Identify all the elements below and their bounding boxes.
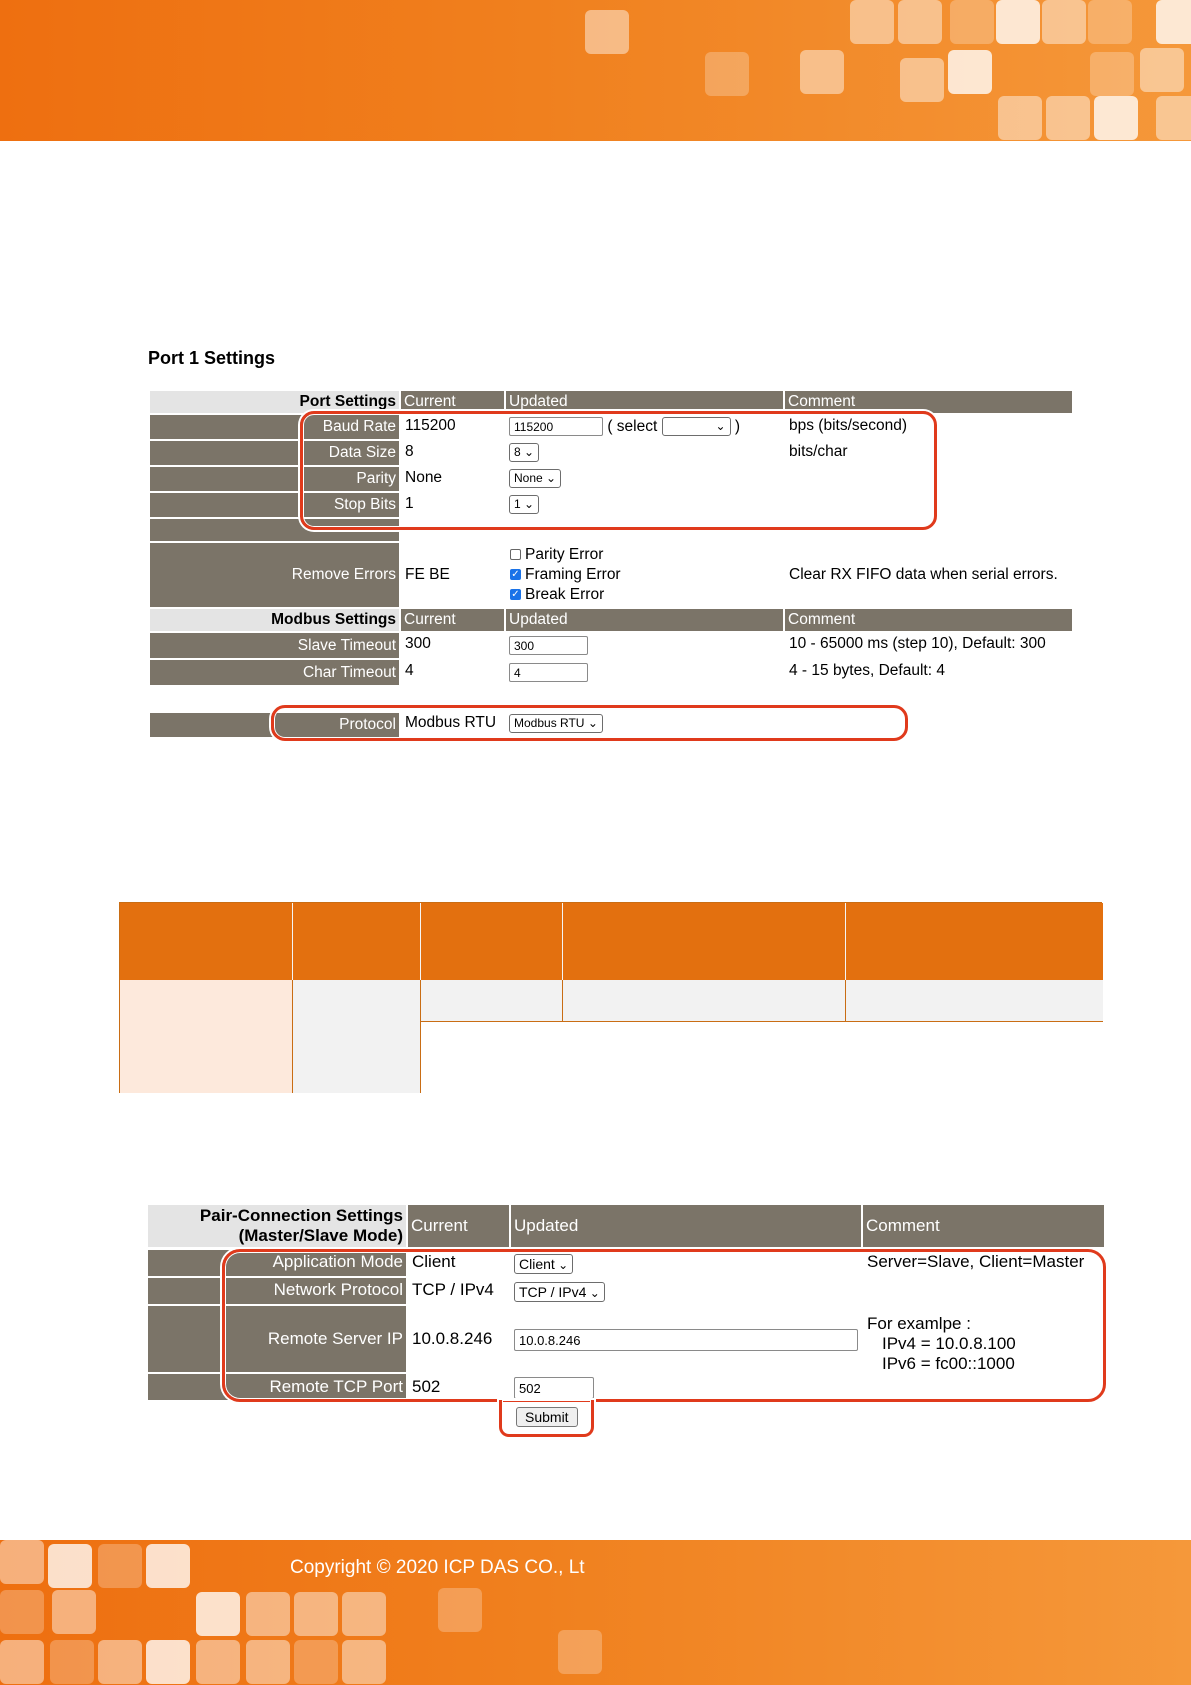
framing-error-label: Framing Error xyxy=(525,566,621,583)
spec-body-cell-4 xyxy=(563,980,846,1022)
port-settings-table xyxy=(150,391,1072,739)
spec-body-cell-1 xyxy=(120,980,293,1093)
char-timeout-input[interactable]: 4 xyxy=(509,663,588,682)
stop-bits-updated xyxy=(506,493,783,517)
data-size-updated xyxy=(506,441,783,465)
pair-connection-title xyxy=(148,1205,406,1247)
modbus-col-updated: Updated xyxy=(506,609,783,631)
submit-row xyxy=(516,1407,578,1429)
ip-example-title: For examlpe : xyxy=(867,1314,971,1333)
footer-banner xyxy=(0,1540,1191,1685)
slave-timeout-updated xyxy=(506,633,783,658)
remove-errors-options xyxy=(506,543,783,607)
baud-rate-label: Baud Rate xyxy=(150,415,399,439)
char-timeout-label: Char Timeout xyxy=(150,660,399,685)
parity-label: Parity xyxy=(150,467,399,491)
protocol-current: Modbus RTU xyxy=(405,714,497,731)
network-protocol-label: Network Protocol xyxy=(148,1278,406,1304)
network-protocol-select[interactable]: TCP / IPv4 ⌄ xyxy=(514,1282,605,1302)
char-timeout-updated xyxy=(506,660,783,685)
modbus-col-current: Current xyxy=(401,609,504,631)
spec-header-cell-3 xyxy=(421,903,563,980)
baud-rate-select-prefix: ( select xyxy=(607,418,658,435)
spec-body-cell-5 xyxy=(846,980,1103,1022)
remote-tcp-port-updated xyxy=(511,1374,861,1400)
slave-timeout-current: 300 xyxy=(405,635,431,652)
remote-tcp-port-current: 502 xyxy=(412,1377,441,1396)
protocol-select[interactable]: Modbus RTU ⌄ xyxy=(509,714,603,733)
baud-rate-comment: bps (bits/second) xyxy=(789,417,908,434)
stop-bits-current: 1 xyxy=(405,495,414,512)
remote-server-ip-updated xyxy=(511,1306,861,1372)
remote-server-ip-label: Remote Server IP xyxy=(148,1306,406,1372)
copyright-text: Copyright © 2020 ICP DAS CO., Lt xyxy=(290,1557,585,1578)
remote-server-ip-current: 10.0.8.246 xyxy=(412,1329,493,1348)
remove-errors-label: Remove Errors xyxy=(150,543,399,607)
parity-select[interactable]: None ⌄ xyxy=(509,469,561,488)
stop-bits-select[interactable]: 1 ⌄ xyxy=(509,495,539,514)
parity-current: None xyxy=(405,469,443,486)
data-size-label: Data Size xyxy=(150,441,399,465)
spec-body-cell-2 xyxy=(293,980,421,1093)
data-size-select[interactable]: 8 ⌄ xyxy=(509,443,539,462)
spec-body-cell-wide xyxy=(421,1022,1103,1093)
slave-timeout-input[interactable]: 300 xyxy=(509,636,588,655)
framing-error-checkbox[interactable] xyxy=(510,569,521,580)
spec-header-cell-5 xyxy=(846,903,1103,980)
pair-col-current: Current xyxy=(408,1205,509,1247)
modbus-settings-title: Modbus Settings xyxy=(150,609,399,631)
port-settings-title: Port Settings xyxy=(150,391,399,413)
baud-rate-updated xyxy=(506,415,783,439)
remote-server-ip-input[interactable]: 10.0.8.246 xyxy=(514,1329,858,1351)
application-mode-updated xyxy=(511,1250,861,1276)
remote-tcp-port-input[interactable]: 502 xyxy=(514,1377,594,1399)
slave-timeout-label: Slave Timeout xyxy=(150,633,399,658)
spec-table xyxy=(119,902,1102,1093)
submit-button[interactable]: Submit xyxy=(516,1407,578,1427)
header-banner xyxy=(0,0,1191,141)
hidden-row-label xyxy=(150,519,399,541)
col-updated: Updated xyxy=(506,391,783,413)
pair-connection-title-line2: (Master/Slave Mode) xyxy=(238,1226,403,1245)
application-mode-current: Client xyxy=(412,1252,456,1271)
break-error-label: Break Error xyxy=(525,586,605,603)
break-error-checkbox[interactable] xyxy=(510,589,521,600)
slave-timeout-comment: 10 - 65000 ms (step 10), Default: 300 xyxy=(789,635,1046,652)
baud-rate-select-suffix: ) xyxy=(734,418,741,435)
spec-header-cell-4 xyxy=(563,903,846,980)
protocol-label: Protocol xyxy=(150,713,399,737)
spec-header-cell-1 xyxy=(120,903,293,980)
break-error-option[interactable] xyxy=(510,585,783,605)
col-comment: Comment xyxy=(785,391,1072,413)
modbus-col-comment: Comment xyxy=(785,609,1072,631)
ip-example-ipv4: IPv4 = 10.0.8.100 xyxy=(882,1334,1016,1353)
application-mode-label: Application Mode xyxy=(148,1250,406,1276)
remote-server-ip-comment xyxy=(863,1306,1104,1372)
application-mode-comment: Server=Slave, Client=Master xyxy=(867,1252,1085,1271)
parity-error-label: Parity Error xyxy=(525,546,604,563)
pair-col-comment: Comment xyxy=(863,1205,1104,1247)
char-timeout-comment: 4 - 15 bytes, Default: 4 xyxy=(789,662,945,679)
data-size-comment: bits/char xyxy=(789,443,848,460)
col-current: Current xyxy=(401,391,504,413)
pair-connection-table xyxy=(148,1205,1104,1435)
remove-errors-current: FE BE xyxy=(405,566,450,583)
network-protocol-current: TCP / IPv4 xyxy=(412,1280,494,1299)
char-timeout-current: 4 xyxy=(405,662,414,679)
section-title: Port 1 Settings xyxy=(148,348,276,368)
parity-updated xyxy=(506,467,783,491)
remove-errors-comment: Clear RX FIFO data when serial errors. xyxy=(789,566,1058,583)
ip-example-ipv6: IPv6 = fc00::1000 xyxy=(882,1354,1015,1372)
remote-tcp-port-label: Remote TCP Port xyxy=(148,1374,406,1400)
stop-bits-label: Stop Bits xyxy=(150,493,399,517)
pair-connection-title-line1: Pair-Connection Settings xyxy=(199,1206,403,1225)
spec-header-cell-2 xyxy=(293,903,421,980)
parity-error-checkbox[interactable] xyxy=(510,549,521,560)
application-mode-select[interactable]: Client ⌄ xyxy=(514,1254,573,1274)
baud-rate-select[interactable] xyxy=(662,417,731,436)
pair-col-updated: Updated xyxy=(511,1205,861,1247)
baud-rate-input[interactable]: 115200 xyxy=(509,417,603,436)
protocol-updated xyxy=(506,713,783,737)
parity-error-option[interactable] xyxy=(510,545,783,565)
data-size-current: 8 xyxy=(405,443,414,460)
network-protocol-updated xyxy=(511,1278,861,1304)
baud-rate-current: 115200 xyxy=(405,417,456,434)
spec-body-cell-3 xyxy=(421,980,563,1022)
framing-error-option[interactable] xyxy=(510,565,783,585)
